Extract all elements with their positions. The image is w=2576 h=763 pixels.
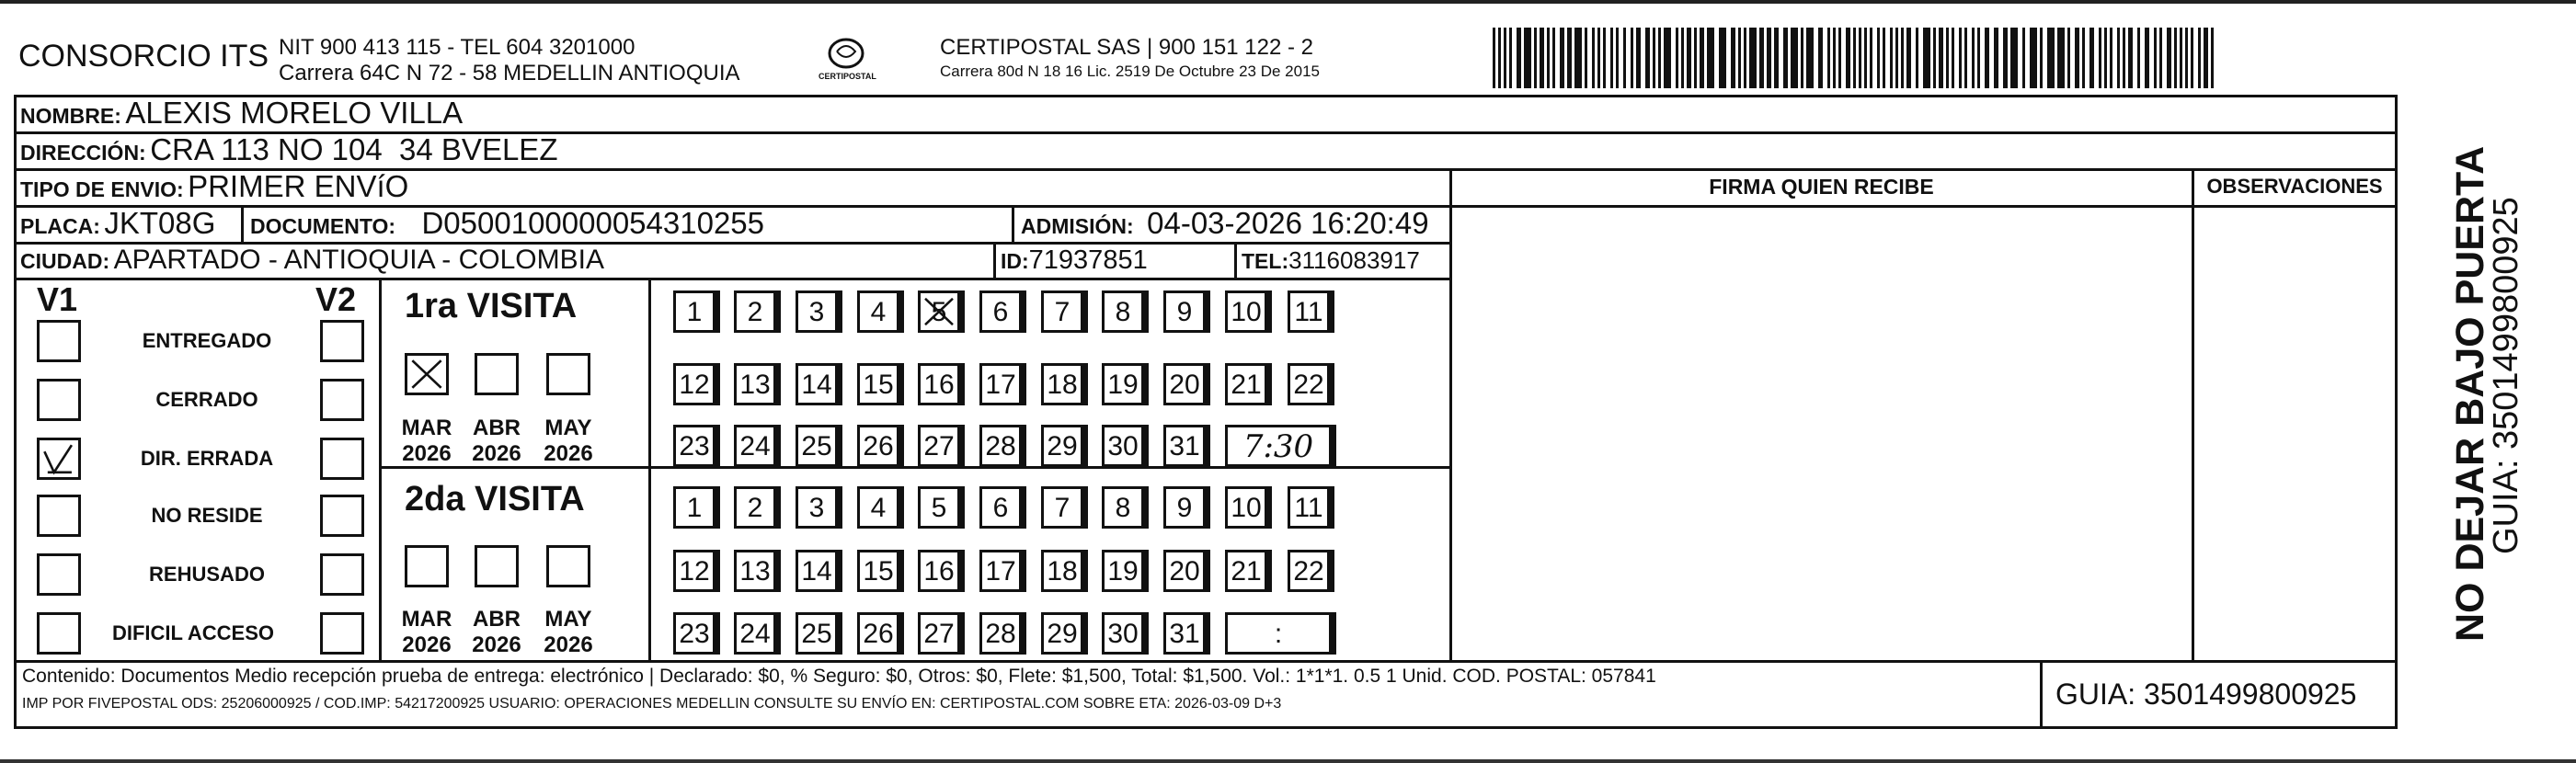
day-box[interactable]: 2 bbox=[734, 290, 776, 333]
day-box[interactable]: 16 bbox=[918, 363, 960, 405]
barcode-bar bbox=[1916, 28, 1918, 88]
direccion-label: DIRECCIÓN: bbox=[20, 141, 146, 165]
barcode-bar bbox=[1946, 28, 1949, 88]
barcode-bar bbox=[1906, 28, 1911, 88]
month-checkbox[interactable] bbox=[546, 545, 590, 587]
first-visit-label: 1ra VISITA bbox=[405, 287, 578, 325]
barcode-bar bbox=[2075, 28, 2079, 88]
documento-value: D0500100000054310255 bbox=[421, 206, 765, 240]
day-box[interactable]: 26 bbox=[857, 425, 899, 467]
barcode-bar bbox=[2204, 28, 2208, 88]
day-box[interactable]: 23 bbox=[673, 612, 716, 655]
barcode-bar bbox=[1603, 28, 1606, 88]
barcode-bar bbox=[2137, 28, 2140, 88]
barcode-bar bbox=[2174, 28, 2177, 88]
day-box[interactable]: 19 bbox=[1102, 550, 1144, 592]
month-label: ABR 2026 bbox=[472, 607, 521, 657]
barcode-bar bbox=[2057, 28, 2065, 88]
month-checkbox[interactable] bbox=[475, 545, 519, 587]
barcode-bar bbox=[2030, 28, 2037, 88]
day-box[interactable]: 17 bbox=[979, 363, 1022, 405]
month-checkbox[interactable] bbox=[475, 353, 519, 395]
barcode-bar bbox=[2003, 28, 2008, 88]
ciudad-value: APARTADO - ANTIOQUIA - COLOMBIA bbox=[113, 245, 604, 275]
day-box[interactable]: 8 bbox=[1102, 486, 1144, 529]
company-address: Carrera 64C N 72 - 58 MEDELLIN ANTIOQUIA bbox=[279, 61, 740, 85]
month-checkbox[interactable] bbox=[546, 353, 590, 395]
barcode-bar bbox=[2067, 28, 2070, 88]
certipostal-address: Carrera 80d N 18 16 Lic. 2519 De Octubre 23 De 2015 bbox=[940, 63, 1320, 80]
day-box[interactable]: 18 bbox=[1041, 550, 1083, 592]
barcode-bar bbox=[2198, 28, 2201, 88]
barcode-bar bbox=[1719, 28, 1726, 88]
status-split bbox=[379, 278, 382, 660]
day-box[interactable]: 13 bbox=[734, 363, 776, 405]
barcode-bar bbox=[1700, 28, 1704, 88]
time-box[interactable]: : bbox=[1225, 612, 1332, 655]
id-value: 71937851 bbox=[1028, 245, 1148, 275]
barcode-bar bbox=[2082, 28, 2085, 88]
day-box[interactable]: 6 bbox=[979, 290, 1022, 333]
barcode-bar bbox=[1585, 28, 1587, 88]
barcode-bar bbox=[1883, 28, 1885, 88]
tel-label: TEL: bbox=[1242, 249, 1289, 273]
day-box[interactable]: 10 bbox=[1225, 290, 1267, 333]
day-box[interactable]: 19 bbox=[1102, 363, 1144, 405]
day-box[interactable]: 17 bbox=[979, 550, 1022, 592]
month-label: MAY 2026 bbox=[544, 607, 593, 657]
barcode-bar bbox=[2022, 28, 2025, 88]
barcode-bar bbox=[1759, 28, 1764, 88]
barcode-bar bbox=[1509, 28, 1512, 88]
v2-checkbox[interactable] bbox=[320, 612, 364, 655]
day-box[interactable]: 10 bbox=[1225, 486, 1267, 529]
v2-checkbox[interactable] bbox=[320, 320, 364, 362]
barcode-bar bbox=[1994, 28, 1998, 88]
barcode-bar bbox=[1939, 28, 1943, 88]
day-box[interactable]: 26 bbox=[857, 612, 899, 655]
nombre-label: NOMBRE: bbox=[20, 104, 121, 128]
barcode-bar bbox=[1653, 28, 1655, 88]
barcode-bar bbox=[1901, 28, 1904, 88]
day-box[interactable]: 24 bbox=[734, 425, 776, 467]
day-box[interactable]: 2 bbox=[734, 486, 776, 529]
barcode-bar bbox=[1687, 28, 1691, 88]
barcode-bar bbox=[2104, 28, 2107, 88]
barcode-bar bbox=[1547, 28, 1550, 88]
barcode-bar bbox=[2145, 28, 2149, 88]
day-box[interactable]: 25 bbox=[796, 425, 838, 467]
barcode-bar bbox=[1749, 28, 1757, 88]
day-box[interactable]: 7 bbox=[1041, 486, 1083, 529]
barcode-bar bbox=[1972, 28, 1975, 88]
barcode-bar bbox=[1864, 28, 1867, 88]
obs-split bbox=[2192, 168, 2194, 662]
day-box[interactable]: 13 bbox=[734, 550, 776, 592]
day-box[interactable]: 5 bbox=[918, 290, 960, 333]
day-box[interactable]: 14 bbox=[796, 363, 838, 405]
day-box[interactable]: 16 bbox=[918, 550, 960, 592]
day-box[interactable]: 1 bbox=[673, 486, 716, 529]
footer-guia-split bbox=[2040, 660, 2043, 729]
v1-checkbox[interactable] bbox=[37, 320, 81, 362]
barcode-bar bbox=[1783, 28, 1788, 88]
day-box[interactable]: 31 bbox=[1163, 612, 1206, 655]
ciudad-label: CIUDAD: bbox=[20, 249, 110, 273]
company-name: CONSORCIO ITS bbox=[18, 39, 269, 74]
day-box[interactable]: 29 bbox=[1041, 612, 1083, 655]
day-box[interactable]: 14 bbox=[796, 550, 838, 592]
status-label: ENTREGADO bbox=[142, 329, 272, 352]
barcode-bar bbox=[1597, 28, 1600, 88]
day-box[interactable]: 9 bbox=[1163, 486, 1206, 529]
barcode-bar bbox=[2180, 28, 2182, 88]
month-label: MAR 2026 bbox=[401, 607, 452, 657]
firma-header: FIRMA QUIEN RECIBE bbox=[1709, 175, 1934, 199]
barcode-bar bbox=[2159, 28, 2162, 88]
barcode-bar bbox=[1524, 28, 1531, 88]
day-box[interactable]: 27 bbox=[918, 425, 960, 467]
time-box[interactable]: 7:30 bbox=[1225, 425, 1332, 467]
barcode-bar bbox=[2211, 28, 2214, 88]
barcode-bar bbox=[1977, 28, 1980, 88]
day-box[interactable]: 22 bbox=[1288, 550, 1330, 592]
day-box[interactable]: 30 bbox=[1102, 425, 1144, 467]
day-box[interactable]: 18 bbox=[1041, 363, 1083, 405]
barcode-bar bbox=[2123, 28, 2125, 88]
day-box[interactable]: 7 bbox=[1041, 290, 1083, 333]
barcode-bar bbox=[2099, 28, 2101, 88]
barcode-bar bbox=[1846, 28, 1850, 88]
day-box[interactable]: 20 bbox=[1163, 363, 1206, 405]
day-box[interactable]: 15 bbox=[857, 363, 899, 405]
barcode-bar bbox=[1504, 28, 1506, 88]
day-box[interactable]: 24 bbox=[734, 612, 776, 655]
footer-contenido: Contenido: Documentos Medio recepción prueba de entrega: electrónico | Declarado: $0, % Seguro: $0, Otros: $0, Flete: $1,500, Total: $1,500. Vol.: 1*1*1. 0.5 1 Unid. COD. POSTAL: 057841 bbox=[22, 666, 1656, 687]
barcode-bar bbox=[2167, 28, 2171, 88]
barcode-bar bbox=[1534, 28, 1537, 88]
day-box[interactable]: 4 bbox=[857, 486, 899, 529]
barcode-bar bbox=[1923, 28, 1930, 88]
placa-label: PLACA: bbox=[20, 214, 100, 238]
barcode-bar bbox=[2047, 28, 2055, 88]
v1-checkbox[interactable] bbox=[37, 553, 81, 596]
scan-bottom-edge bbox=[0, 759, 2576, 763]
ciudad-cell bbox=[20, 242, 604, 283]
v2-checkbox[interactable] bbox=[320, 438, 364, 480]
day-box[interactable]: 11 bbox=[1288, 486, 1330, 529]
day-box[interactable]: 20 bbox=[1163, 550, 1206, 592]
barcode-bar bbox=[1890, 28, 1893, 88]
documento-label: DOCUMENTO: bbox=[250, 214, 396, 238]
day-box[interactable]: 15 bbox=[857, 550, 899, 592]
second-visit-label: 2da VISITA bbox=[405, 480, 585, 518]
barcode-bar bbox=[1818, 28, 1823, 88]
barcode-bar bbox=[1859, 28, 1861, 88]
barcode-bar bbox=[1838, 28, 1841, 88]
barcode-bar bbox=[1738, 28, 1741, 88]
barcode-bar bbox=[1540, 28, 1544, 88]
admision-value: 04-03-2026 16:20:49 bbox=[1147, 206, 1429, 240]
admision-label: ADMISIÓN: bbox=[1021, 214, 1134, 238]
v1-label: V1 bbox=[37, 280, 78, 318]
side-text bbox=[2400, 95, 2547, 729]
day-box[interactable]: 1 bbox=[673, 290, 716, 333]
barcode bbox=[1493, 0, 2219, 92]
barcode-bar bbox=[1517, 28, 1521, 88]
barcode-bar bbox=[1791, 28, 1798, 88]
day-box[interactable]: 29 bbox=[1041, 425, 1083, 467]
side-divider bbox=[2395, 95, 2398, 729]
certipostal-name: CERTIPOSTAL SAS | 900 151 122 - 2 bbox=[940, 35, 1313, 60]
day-box[interactable]: 25 bbox=[796, 612, 838, 655]
v2-checkbox[interactable] bbox=[320, 379, 364, 421]
status-label: DIR. ERRADA bbox=[140, 447, 274, 470]
barcode-bar bbox=[1631, 28, 1633, 88]
day-box[interactable]: 12 bbox=[673, 363, 716, 405]
barcode-bar bbox=[2154, 28, 2157, 88]
barcode-bar bbox=[2128, 28, 2133, 88]
barcode-bar bbox=[1664, 28, 1671, 88]
admision-split bbox=[1012, 205, 1014, 242]
barcode-bar bbox=[1498, 28, 1501, 88]
barcode-bar bbox=[1552, 28, 1555, 88]
day-box[interactable]: 5 bbox=[918, 486, 960, 529]
barcode-bar bbox=[2117, 28, 2120, 88]
barcode-bar bbox=[1610, 28, 1613, 88]
day-box[interactable]: 9 bbox=[1163, 290, 1206, 333]
barcode-bar bbox=[1827, 28, 1830, 88]
barcode-bar bbox=[1853, 28, 1856, 88]
barcode-bar bbox=[1623, 28, 1626, 88]
logo-text: CERTIPOSTAL bbox=[819, 72, 876, 81]
no-dejar-bajo-puerta: NO DEJAR BAJO PUERTA bbox=[2448, 145, 2492, 642]
barcode-bar bbox=[2185, 28, 2188, 88]
direccion-value: CRA 113 NO 104 34 BVELEZ bbox=[150, 132, 558, 166]
month-label: MAR 2026 bbox=[401, 416, 452, 466]
barcode-bar bbox=[1707, 28, 1714, 88]
v1-checkbox[interactable] bbox=[37, 438, 81, 480]
barcode-bar bbox=[1567, 28, 1572, 88]
barcode-bar bbox=[1806, 28, 1814, 88]
barcode-bar bbox=[2040, 28, 2043, 88]
day-box[interactable]: 23 bbox=[673, 425, 716, 467]
id-cell bbox=[1001, 242, 1148, 283]
tipo-value: PRIMER ENVíO bbox=[188, 169, 409, 203]
barcode-bar bbox=[1744, 28, 1746, 88]
v1-checkbox[interactable] bbox=[37, 495, 81, 537]
v1-checkbox[interactable] bbox=[37, 379, 81, 421]
barcode-bar bbox=[1933, 28, 1936, 88]
observaciones-header: OBSERVACIONES bbox=[2206, 175, 2383, 198]
barcode-bar bbox=[1952, 28, 1954, 88]
barcode-bar bbox=[1964, 28, 1967, 88]
id-label: ID: bbox=[1001, 249, 1029, 273]
barcode-bar bbox=[1801, 28, 1803, 88]
status-label: DIFICIL ACCESO bbox=[111, 621, 274, 644]
barcode-bar bbox=[1645, 28, 1650, 88]
barcode-bar bbox=[2191, 28, 2193, 88]
barcode-bar bbox=[1616, 28, 1619, 88]
id-split bbox=[993, 242, 996, 279]
barcode-bar bbox=[1694, 28, 1697, 88]
day-box[interactable]: 4 bbox=[857, 290, 899, 333]
status-label: REHUSADO bbox=[149, 563, 265, 586]
day-box[interactable]: 12 bbox=[673, 550, 716, 592]
footer-imp: IMP POR FIVEPOSTAL ODS: 25206000925 / COD.IMP: 54217200925 USUARIO: OPERACIONES MEDELLIN CONSULTE SU ENVÍO EN: CERTIPOSTAL.COM SOBRE ETA: 2026-03-09 D+3 bbox=[22, 696, 1282, 712]
day-box[interactable]: 21 bbox=[1225, 363, 1267, 405]
barcode-bar bbox=[1985, 28, 1989, 88]
month-label: ABR 2026 bbox=[472, 416, 521, 466]
day-box[interactable]: 21 bbox=[1225, 550, 1267, 592]
barcode-bar bbox=[2010, 28, 2018, 88]
barcode-bar bbox=[1731, 28, 1735, 88]
barcode-bar bbox=[1493, 28, 1495, 88]
month-label: MAY 2026 bbox=[544, 416, 593, 466]
barcode-bar bbox=[1658, 28, 1661, 88]
barcode-bar bbox=[1681, 28, 1684, 88]
barcode-bar bbox=[1592, 28, 1595, 88]
day-box[interactable]: 3 bbox=[796, 486, 838, 529]
status-label: NO RESIDE bbox=[151, 504, 263, 527]
barcode-bar bbox=[1774, 28, 1779, 88]
v2-checkbox[interactable] bbox=[320, 495, 364, 537]
day-box[interactable]: 11 bbox=[1288, 290, 1330, 333]
month-checkbox[interactable] bbox=[405, 545, 449, 587]
barcode-bar bbox=[1959, 28, 1962, 88]
tel-cell bbox=[1242, 242, 1420, 283]
v2-checkbox[interactable] bbox=[320, 553, 364, 596]
barcode-bar bbox=[1877, 28, 1880, 88]
day-box[interactable]: 30 bbox=[1102, 612, 1144, 655]
visit-split bbox=[648, 278, 651, 660]
certipostal-logo bbox=[809, 33, 883, 88]
day-box[interactable]: 6 bbox=[979, 486, 1022, 529]
day-box[interactable]: 3 bbox=[796, 290, 838, 333]
barcode-bar bbox=[1767, 28, 1771, 88]
month-checkbox[interactable] bbox=[405, 353, 449, 395]
day-box[interactable]: 27 bbox=[918, 612, 960, 655]
side-guia: GUIA: 3501499800925 bbox=[2487, 197, 2525, 554]
barcode-bar bbox=[2110, 28, 2112, 88]
day-box[interactable]: 28 bbox=[979, 612, 1022, 655]
barcode-bar bbox=[1636, 28, 1641, 88]
barcode-bar bbox=[2089, 28, 2094, 88]
barcode-bar bbox=[1870, 28, 1872, 88]
barcode-bar bbox=[1560, 28, 1564, 88]
v1-checkbox[interactable] bbox=[37, 612, 81, 655]
status-label: CERRADO bbox=[155, 388, 258, 411]
barcode-bar bbox=[1574, 28, 1582, 88]
company-nit: NIT 900 413 115 - TEL 604 3201000 bbox=[279, 35, 635, 60]
day-box[interactable]: 28 bbox=[979, 425, 1022, 467]
tel-value: 3116083917 bbox=[1288, 246, 1420, 274]
footer-guia: GUIA: 3501499800925 bbox=[2055, 678, 2357, 711]
placa-value: JKT08G bbox=[104, 206, 216, 240]
day-box[interactable]: 8 bbox=[1102, 290, 1144, 333]
day-box[interactable]: 22 bbox=[1288, 363, 1330, 405]
nombre-value: ALEXIS MORELO VILLA bbox=[125, 96, 464, 130]
tipo-label: TIPO DE ENVIO: bbox=[20, 177, 184, 201]
day-box[interactable]: 31 bbox=[1163, 425, 1206, 467]
v2-label: V2 bbox=[315, 280, 357, 318]
barcode-bar bbox=[1833, 28, 1836, 88]
barcode-bar bbox=[1895, 28, 1898, 88]
barcode-bar bbox=[1676, 28, 1678, 88]
form-split bbox=[1449, 168, 1452, 662]
